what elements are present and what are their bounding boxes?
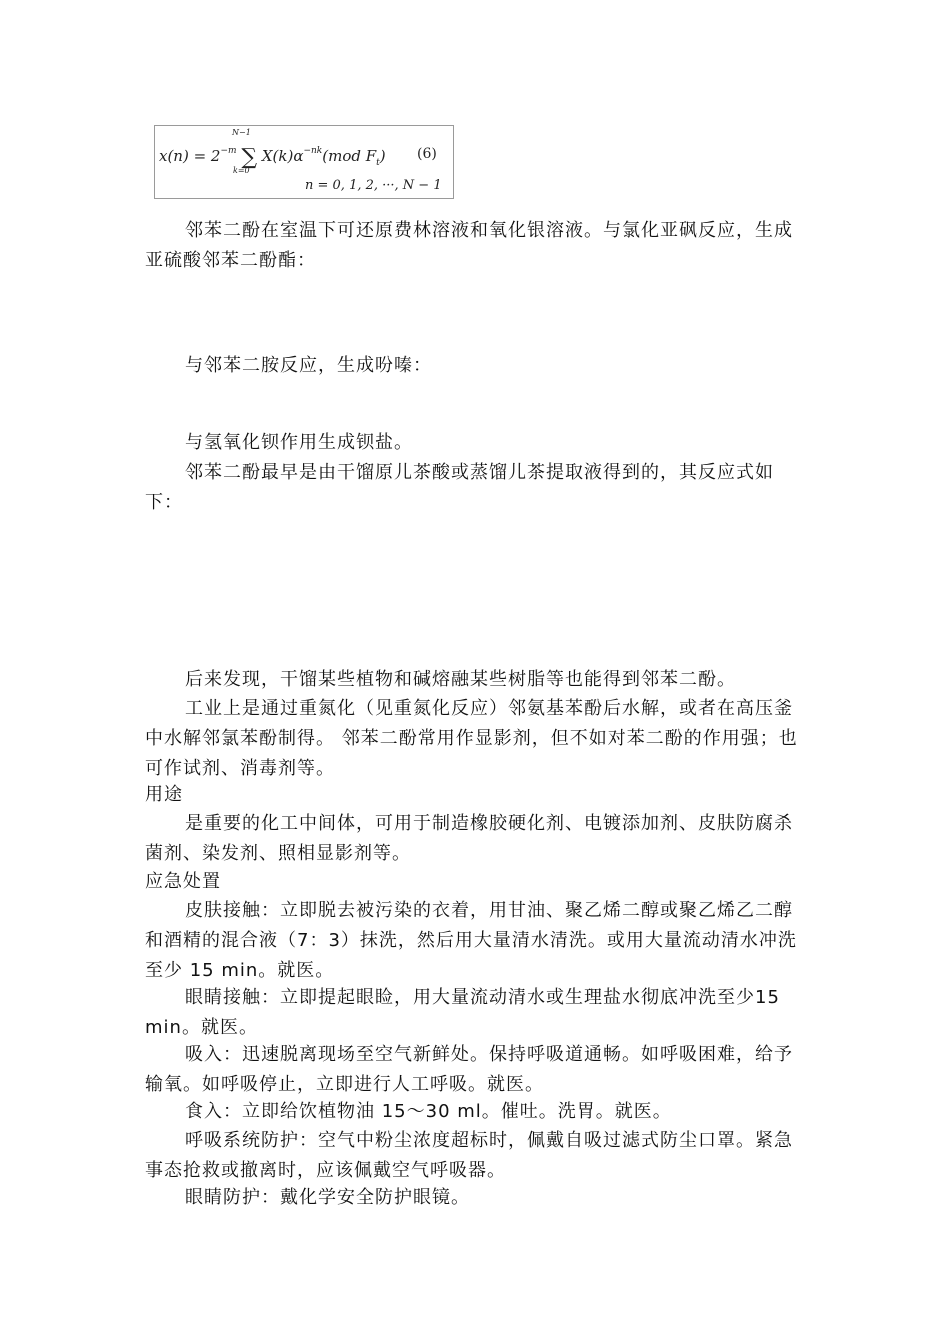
formula-lower-limit: k=0 xyxy=(233,166,250,175)
formula-image xyxy=(154,125,454,199)
formula-main-line xyxy=(159,142,386,168)
paragraph-ingestion: 食入：立即给饮植物油 15～30 ml。催吐。洗胃。就医。 xyxy=(185,1101,672,1122)
paragraph-industrial: 工业上是通过重氮化（见重氮化反应）邻氨基苯酚后水解，或者在高压釜中水解邻氯苯酚制得。 邻苯二酚常用作显影剂，但不如对苯二酚的作用强；也可作试剂、消毒剂等。 xyxy=(145,698,798,779)
paragraph-inhalation: 吸入：迅速脱离现场至空气新鲜处。保持呼吸道通畅。如呼吸困难，给予输氧。如呼吸停止，立即进行人工呼吸。就医。 xyxy=(145,1044,793,1095)
paragraph-phenazine: 与邻苯二胺反应，生成吩嗪： xyxy=(185,355,432,376)
formula-body: X(k)α xyxy=(261,147,304,165)
summation-symbol: ∑ xyxy=(241,145,258,170)
formula-range: n = 0, 1, 2, ···, N − 1 xyxy=(305,178,442,193)
paragraph-skin-contact: 皮肤接触：立即脱去被污染的衣着，用甘油、聚乙烯二醇或聚乙烯乙二醇和酒精的混合液（7：3）抹洗，然后用大量清水清洗。或用大量流动清水冲洗至少 15 min。就医。 xyxy=(145,900,797,981)
paragraph-eye-protection: 眼睛防护：戴化学安全防护眼镜。 xyxy=(185,1187,470,1208)
paragraph-later-discovery: 后来发现，干馏某些植物和碱熔融某些树脂等也能得到邻苯二酚。 xyxy=(185,669,736,690)
paragraph-eye-contact: 眼睛接触：立即提起眼睑，用大量流动清水或生理盐水彻底冲洗至少15 min。就医。 xyxy=(145,987,780,1038)
formula-exponent: −m xyxy=(220,146,237,156)
paragraph-reduction: 邻苯二酚在室温下可还原费林溶液和氧化银溶液。与氯化亚砜反应，生成亚硫酸邻苯二酚酯： xyxy=(145,220,793,271)
formula-lhs: x(n) = 2 xyxy=(159,147,221,165)
paragraph-uses: 是重要的化工中间体，可用于制造橡胶硬化剂、电镀添加剂、皮肤防腐杀菌剂、染发剂、照相显影剂等。 xyxy=(145,813,793,864)
formula-mod: (mod F xyxy=(322,147,377,165)
formula-upper-limit: N−1 xyxy=(232,128,251,137)
formula-body-exponent: −nk xyxy=(303,146,323,156)
paragraph-barium-salt: 与氢氧化钡作用生成钡盐。 xyxy=(185,432,413,453)
heading-emergency: 应急处置 xyxy=(145,871,221,892)
formula-mod-close: ) xyxy=(379,147,386,165)
paragraph-origin: 邻苯二酚最早是由干馏原儿茶酸或蒸馏儿茶提取液得到的，其反应式如下： xyxy=(145,462,774,513)
equation-number: (6) xyxy=(417,146,437,162)
heading-uses: 用途 xyxy=(145,784,183,805)
formula-mod-sub: t xyxy=(376,158,380,168)
paragraph-respiratory: 呼吸系统防护：空气中粉尘浓度超标时，佩戴自吸过滤式防尘口罩。紧急事态抢救或撤离时，应该佩戴空气呼吸器。 xyxy=(145,1130,793,1181)
